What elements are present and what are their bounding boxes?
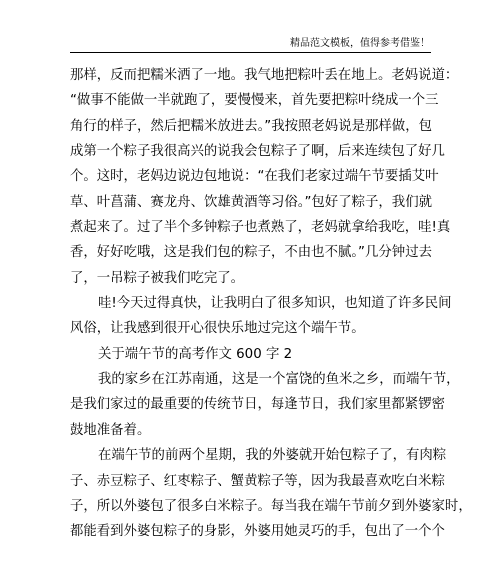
text-line: 煮起来了。过了半个多钟粽子也煮熟了，老妈就拿给我吃，哇!真	[70, 220, 451, 236]
essay-body	[70, 63, 472, 545]
text-line: 那样，反而把糯米洒了一地。我气地把粽叶丢在地上。老妈说道：	[70, 68, 459, 83]
text-line: 香，好好吃哦，这是我们包的粽子，不由也不腻。”几分钟过去	[70, 245, 432, 261]
text-line: 都能看到外婆包粽子的身影，外婆用她灵巧的手，包出了一个个	[70, 524, 445, 540]
text-line: 子，所以外婆包了很多白米粽子。每当我在端午节前夕到外婆家时，	[70, 498, 472, 514]
text-line: 鼓地准备着。	[70, 422, 151, 438]
text-line: 哇!今天过得真快，让我明白了很多知识，也知道了许多民间	[98, 296, 452, 312]
text-line: “做事不能做一半就跑了，要慢慢来，首先要把粽叶绕成一个三	[70, 93, 439, 109]
text-line: 角行的样子，然后把糯米放进去。”我按照老妈说是那样做，包	[70, 118, 432, 134]
text-line: 子、赤豆粽子、红枣粽子、蟹黄粽子等，因为我最喜欢吃白米粽	[70, 473, 445, 489]
text-line: 风俗，让我感到很开心很快乐地过完这个端午节。	[70, 321, 365, 337]
header-divider	[70, 52, 431, 53]
text-line: 个。这时，老妈边说边包地说：“在我们老家过端午节要插艾叶	[70, 169, 439, 185]
text-line: 了，一吊粽子被我们吃完了。	[70, 270, 245, 286]
text-line: 关于端午节的高考作文 600 字 2	[98, 346, 293, 362]
header-text: 精品范文模板，值得参考借鉴！	[290, 38, 430, 49]
text-line: 在端午节的前两个星期，我的外婆就开始包粽子了，有肉粽	[98, 448, 447, 464]
text-line: 成第一个粽子我很高兴的说我会包粽子了啊，后来连续包了好几	[70, 144, 445, 160]
text-line: 我的家乡在江苏南通，这是一个富饶的鱼米之乡，而端午节，	[98, 372, 460, 388]
text-line: 是我们家过的最重要的传统节日，每逢节日，我们家里都紧锣密	[70, 397, 445, 413]
text-line: 草、叶菖蒲、赛龙舟、饮雄黄酒等习俗。”包好了粽子，我们就	[70, 194, 432, 210]
page-header	[0, 0, 500, 50]
